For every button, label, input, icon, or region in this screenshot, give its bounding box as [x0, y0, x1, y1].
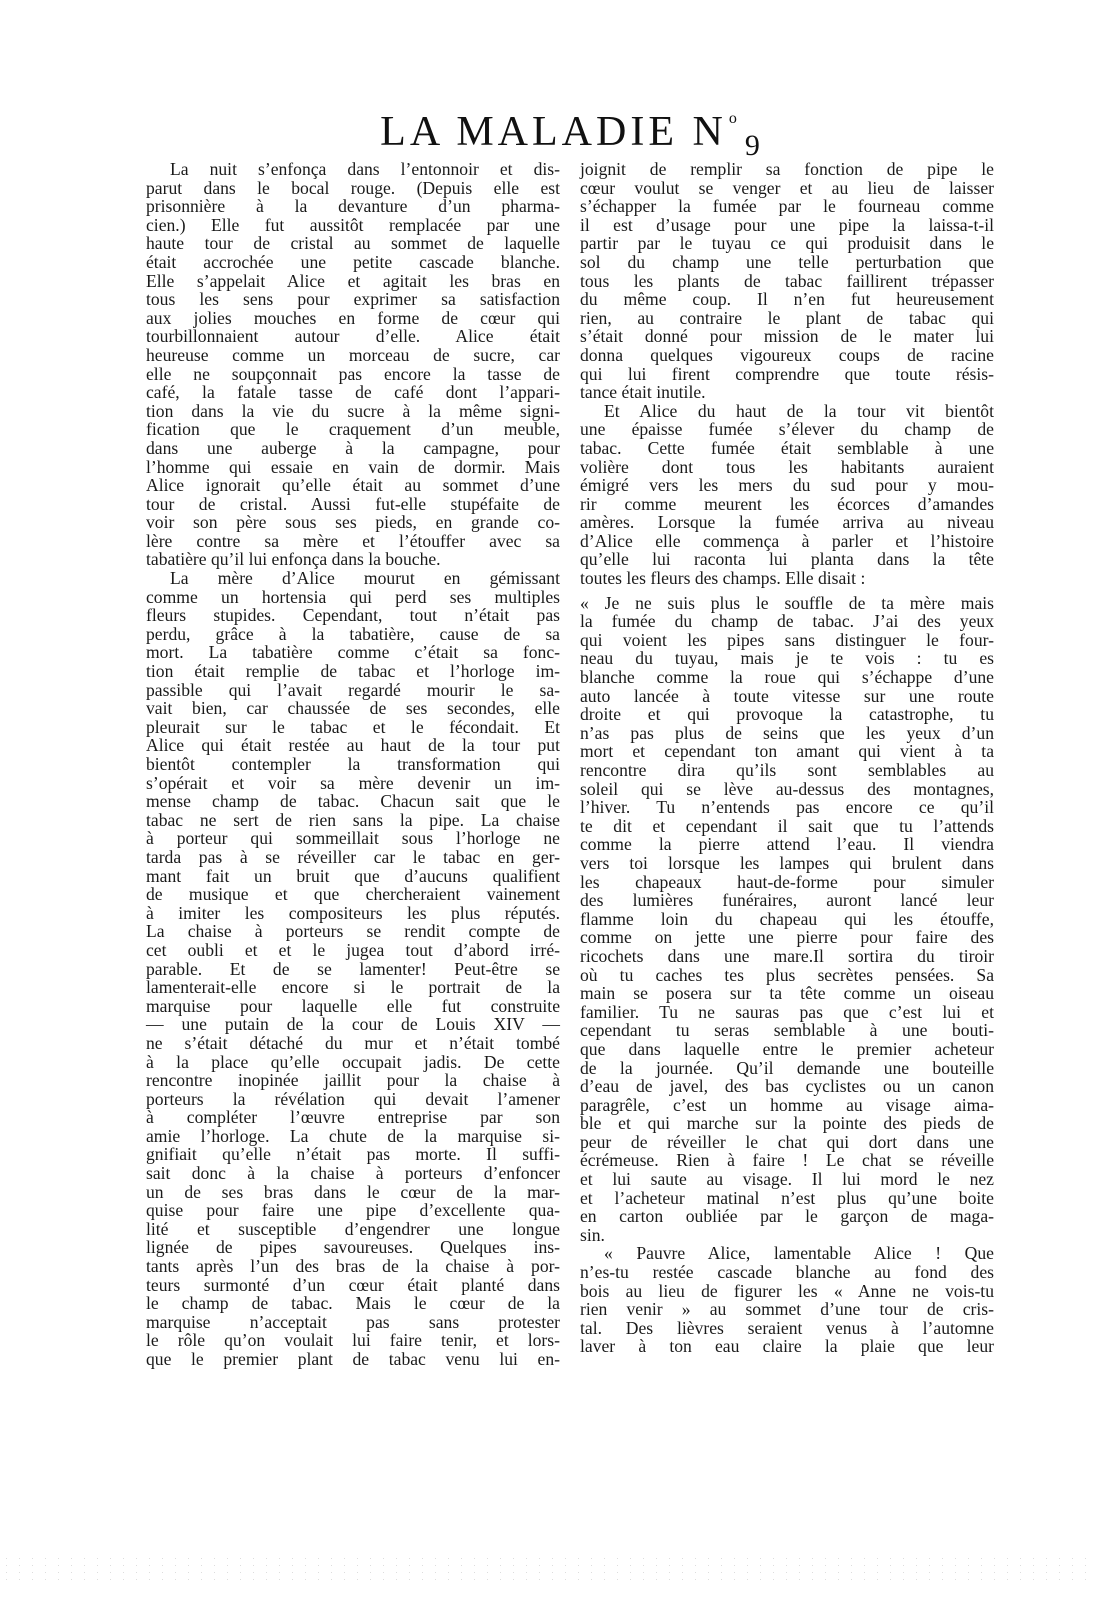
title-superscript: o: [728, 110, 737, 128]
text-column-left: [146, 160, 560, 1369]
title-text: LA MALADIE N: [380, 109, 727, 156]
text-line: tabac ne sert de rien sans la pipe. La chaise: [146, 809, 560, 830]
text-line: de la journée. Qu’il demande une bouteille: [580, 1057, 994, 1078]
text-line: La nuit s’enfonça dans l’entonnoir et dis-: [170, 159, 560, 179]
text-line: rien, au contraire le plant de tabac qui: [580, 307, 994, 328]
text-line: mort et cependant ton amant qui vient à ta: [580, 741, 994, 762]
text-line: lamenterait-elle encore si le portrait de la: [146, 977, 560, 998]
text-line: « Pauvre Alice, lamentable Alice ! Que: [604, 1243, 994, 1264]
text-line: pleurait sur le tabac et le fécondait. Et: [146, 716, 560, 737]
text-line: blanche comme la roue qui s’échappe d’une: [580, 667, 994, 688]
text-line: La mère d’Alice mourut en gémissant: [170, 568, 560, 589]
text-line: donna quelques vigoureux coups de racine: [580, 344, 994, 365]
text-line: lignée de pipes savoureuses. Quelques ins-: [146, 1237, 560, 1258]
text-line: cœur voulut se venger et au lieu de laisser: [580, 177, 994, 198]
text-line: ricochets dans une mare.Il sortira du tiroir: [580, 945, 994, 966]
text-line: perdu, grâce à la tabatière, cause de sa: [146, 623, 560, 644]
text-line: était accrochée une petite cascade blanche.: [146, 251, 560, 272]
text-line: laver à ton eau claire la plaie que leur: [580, 1336, 994, 1357]
text-line: tous les sens pour exprimer sa satisfaction: [146, 289, 560, 310]
text-line: que dans laquelle entre le premier acheteur: [580, 1038, 994, 1059]
text-line: Alice qui était restée au haut de la tour put: [146, 735, 560, 756]
text-line: porteurs la révélation qui devait l’amener: [146, 1088, 560, 1109]
text-line: marquise pour laquelle elle fut construite: [146, 995, 560, 1016]
text-line: La chaise à porteurs se rendit compte de: [146, 921, 560, 942]
text-line: ble et qui marche sur la pointe des pieds de: [580, 1113, 994, 1134]
text-line: main se posera sur ta tête comme un oiseau: [580, 983, 994, 1004]
scan-speckle: [0, 1555, 1094, 1585]
text-line: s’échapper la fumée par le fourneau comme: [580, 196, 994, 217]
text-line: d’Alice elle commença à parler et l’histoire: [580, 530, 994, 551]
text-line: tal. Des lièvres seraient venus à l’automne: [580, 1317, 994, 1338]
text-line: rencontre inopinée jaillit pour la chaise à: [146, 1070, 560, 1091]
text-line: tance était inutile.: [580, 382, 706, 403]
text-line: — une putain de la cour de Louis XIV —: [146, 1014, 560, 1035]
text-column-right: [580, 160, 994, 1356]
text-line: passible qui l’avait regardé mourir le sa-: [146, 679, 560, 700]
text-line: familier. Tu ne sauras pas que c’est lui et: [580, 1001, 994, 1022]
paragraph: [146, 160, 560, 569]
text-line: soleil qui se lève au-dessus des montagnes,: [580, 778, 994, 799]
text-line: du même coup. Il n’en fut heureusement: [580, 289, 994, 310]
text-line: s’était donné pour mission de le mater lui: [580, 326, 994, 347]
text-line: tabatière qu’il lui enfonça dans la bouche.: [146, 549, 441, 570]
text-line: marquise n’acceptait pas sans protester: [146, 1311, 560, 1332]
text-line: à porteur qui sommeillait sous l’horloge ne: [146, 828, 560, 849]
text-line: l’hiver. Tu n’entends pas encore ce qu’il: [580, 797, 994, 818]
text-line: qui lui firent comprendre que toute résis-: [580, 363, 994, 384]
text-line: les chapeaux haut-de-forme pour simuler: [580, 871, 994, 892]
text-line: de musique et que chercheraient vainement: [146, 884, 560, 905]
text-line: un de ses bras dans le cœur de la mar-: [146, 1181, 560, 1202]
text-line: joignit de remplir sa fonction de pipe le: [580, 159, 994, 179]
text-line: tion était remplie de tabac et l’horloge im-: [146, 661, 560, 682]
text-line: aux jolies mouches en forme de cœur qui: [146, 307, 560, 328]
text-line: et lui saute au visage. Il lui mord le nez: [580, 1169, 994, 1190]
text-line: comme on jette une pierre pour faire des: [580, 927, 994, 948]
text-line: tants après l’un des bras de la chaise à por-: [146, 1256, 560, 1277]
text-line: cet oubli et et le jugea tout d’abord irré-: [146, 939, 560, 960]
text-line: s’opérait et voir sa mère devenir un im-: [146, 772, 560, 793]
text-line: tabac. Cette fumée était semblable à une: [580, 437, 994, 458]
text-line: voir son père sous ses pieds, en grande co-: [146, 512, 560, 533]
text-line: neau du tuyau, mais je te vois : tu es: [580, 648, 994, 669]
text-line: que le premier plant de tabac venu lui en-: [146, 1349, 560, 1369]
text-line: des lumières funéraires, auront lancé leur: [580, 890, 994, 911]
text-line: « Je ne suis plus le souffle de ta mère mais: [580, 592, 994, 613]
text-line: mense champ de tabac. Chacun sait que le: [146, 791, 560, 812]
text-line: n’as pas plus de seins que les yeux d’un: [580, 722, 994, 743]
text-line: fleurs stupides. Cependant, tout n’était pas: [146, 605, 560, 626]
text-line: teurs surmonté d’un cœur était planté dans: [146, 1274, 560, 1295]
text-line: d’eau de javel, des bas cyclistes ou un canon: [580, 1076, 994, 1097]
text-line: tour de cristal. Aussi fut-elle stupéfaite de: [146, 493, 560, 514]
text-line: une épaisse fumée s’élever du champ de: [580, 419, 994, 440]
text-line: fication que le craquement d’un meuble,: [146, 419, 560, 440]
paragraph: [580, 594, 994, 1245]
text-line: volière dont tous les habitants auraient: [580, 456, 994, 477]
text-line: il est d’usage pour une pipe la laissa-t-il: [580, 214, 994, 235]
text-line: mort. La tabatière comme c’était sa fonc-: [146, 642, 560, 663]
text-line: vait bien, car chaussée de ses secondes, elle: [146, 698, 560, 719]
text-line: comme la pierre attend l’eau. Il viendra: [580, 834, 994, 855]
text-line: lère contre sa mère et l’étouffer avec sa: [146, 530, 560, 551]
text-line: et l’acheteur matinal n’est plus qu’une boite: [580, 1187, 994, 1208]
text-line: haute tour de cristal au sommet de laquelle: [146, 233, 560, 254]
text-line: où tu caches tes plus secrètes pensées. Sa: [580, 964, 994, 985]
text-line: vers toi lorsque les lampes qui brulent dans: [580, 852, 994, 873]
text-line: parut dans le bocal rouge. (Depuis elle est: [146, 177, 560, 198]
title-number: 9: [744, 129, 760, 163]
text-line: émigré vers les mers du sud pour y mou-: [580, 475, 994, 496]
text-line: toutes les fleurs des champs. Elle disait :: [580, 568, 866, 589]
text-line: droite et qui provoque la catastrophe, tu: [580, 704, 994, 725]
text-line: gnifiait qu’elle n’était pas morte. Il suffi-: [146, 1144, 560, 1165]
text-line: quise pour faire une pipe d’excellente qua-: [146, 1200, 560, 1221]
text-line: bois au lieu de figurer les « Anne ne vois-tu: [580, 1280, 994, 1301]
text-line: tion dans la vie du sucre à la même signi-: [146, 400, 560, 421]
text-line: rien venir » au sommet d’une tour de cris-: [580, 1299, 994, 1320]
text-line: amie l’horloge. La chute de la marquise si-: [146, 1125, 560, 1146]
text-line: n’es-tu restée cascade blanche au fond des: [580, 1262, 994, 1283]
text-line: sol du champ une telle perturbation que: [580, 251, 994, 272]
text-line: le champ de tabac. Mais le cœur de la: [146, 1293, 560, 1314]
text-line: bientôt contempler la transformation qui: [146, 754, 560, 774]
text-line: dans une auberge à la campagne, pour: [146, 437, 560, 458]
text-line: en carton oubliée par le garçon de maga-: [580, 1206, 994, 1227]
text-line: mant fait un bruit que d’aucuns qualifient: [146, 865, 560, 886]
text-line: rir comme meurent les écorces d’amandes: [580, 493, 994, 514]
text-line: ne s’était détaché du mur et n’était tombé: [146, 1032, 560, 1053]
paragraph: [580, 160, 994, 402]
text-line: partir par le tuyau ce qui produisit dans le: [580, 233, 994, 254]
text-line: Alice ignorait qu’elle était au sommet d’une: [146, 475, 560, 496]
text-line: sin.: [580, 1224, 605, 1245]
text-line: à imiter les compositeurs les plus réputés.: [146, 902, 560, 923]
text-line: café, la fatale tasse de café dont l’appari-: [146, 382, 560, 403]
text-line: prisonnière à la devanture d’un pharma-: [146, 196, 560, 217]
page-title: [0, 108, 1094, 163]
text-line: elle ne soupçonnait pas encore la tasse de: [146, 363, 560, 384]
text-line: amères. Lorsque la fumée arriva au niveau: [580, 512, 994, 533]
text-line: paragrêle, c’est un homme au visage aima-: [580, 1094, 994, 1115]
text-line: te dit et cependant il sait que tu l’attends: [580, 815, 994, 836]
text-line: qui voient les pipes sans distinguer le four-: [580, 629, 994, 650]
text-line: parable. Et de se lamenter! Peut-être se: [146, 958, 560, 979]
text-line: le rôle qu’on voulait lui faire tenir, et lors-: [146, 1330, 560, 1351]
text-line: cependant tu seras semblable à une bouti-: [580, 1020, 994, 1041]
text-line: Et Alice du haut de la tour vit bientôt: [604, 400, 994, 421]
text-line: rencontre dira qu’ils sont semblables au: [580, 760, 994, 780]
text-line: cien.) Elle fut aussitôt remplacée par une: [146, 214, 560, 235]
text-line: sait donc à la chaise à porteurs d’enfoncer: [146, 1163, 560, 1184]
text-line: à la place qu’elle occupait jadis. De cette: [146, 1051, 560, 1072]
text-line: l’homme qui essaie en vain de dormir. Mais: [146, 456, 560, 477]
paragraph: [580, 1244, 994, 1356]
text-line: heureuse comme un morceau de sucre, car: [146, 344, 560, 365]
text-line: tous les plants de tabac faillirent trépasser: [580, 270, 994, 291]
text-line: qu’elle lui raconta lui planta dans la tête: [580, 549, 994, 570]
text-line: peur de réveiller le chat qui dort dans une: [580, 1131, 994, 1152]
text-line: auto lancée à toute vitesse sur une route: [580, 685, 994, 706]
text-line: tourbillonnaient autour d’elle. Alice était: [146, 326, 560, 347]
text-line: tarda pas à se réveiller car le tabac en ger-: [146, 846, 560, 867]
text-line: flamme loin du chapeau qui les étouffe,: [580, 908, 994, 929]
text-line: écrémeuse. Rien à faire ! Le chat se réveille: [580, 1150, 994, 1171]
paragraph: [146, 569, 560, 1369]
text-line: la fumée du champ de tabac. J’ai des yeux: [580, 611, 994, 632]
paragraph: [580, 402, 994, 588]
text-line: Elle s’appelait Alice et agitait les bras en: [146, 270, 560, 291]
text-line: comme un hortensia qui perd ses multiples: [146, 586, 560, 607]
text-line: lité et susceptible d’engendrer une longue: [146, 1218, 560, 1239]
text-line: à compléter l’œuvre entreprise par son: [146, 1107, 560, 1128]
